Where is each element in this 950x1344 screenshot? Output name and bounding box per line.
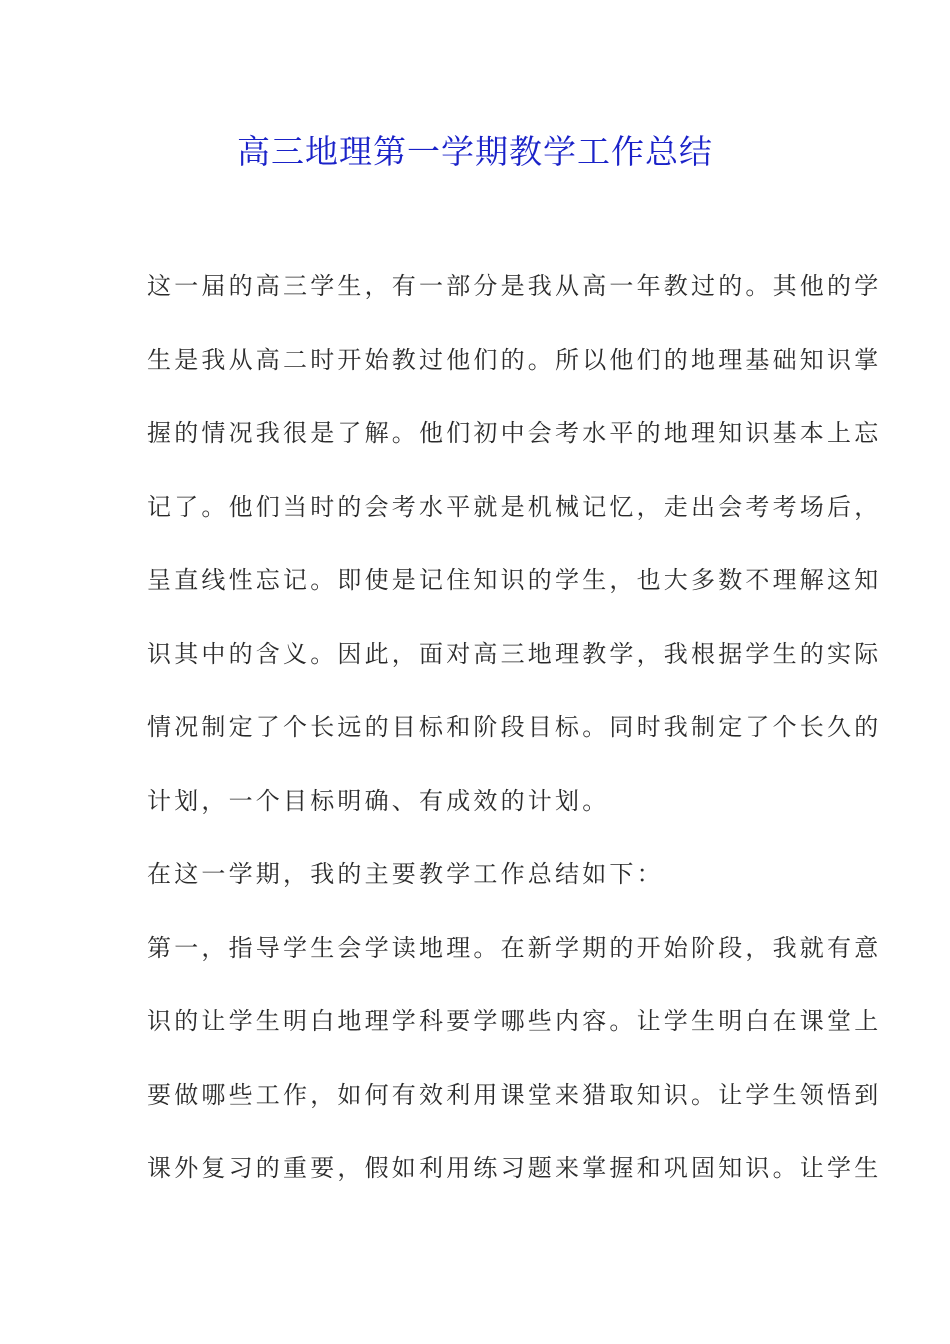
document-title: 高三地理第一学期教学工作总结 [237,132,713,171]
body-line: 识的让学生明白地理学科要学哪些内容。让学生明白在课堂上 [147,1007,882,1035]
body-line: 要做哪些工作，如何有效利用课堂来猎取知识。让学生领悟到 [147,1080,882,1109]
body-line: 这一届的高三学生，有一部分是我从高一年教过的。其他的学 [147,272,882,300]
body-line: 课外复习的重要，假如利用练习题来掌握和巩固知识。让学生 [147,1154,882,1182]
body-line: 在这一学期，我的主要教学工作总结如下： [147,860,664,888]
body-line: 第一，指导学生会学读地理。在新学期的开始阶段，我就有意 [147,933,882,962]
body-line: 计划，一个目标明确、有成效的计划。 [147,786,610,815]
body-line: 握的情况我很是了解。他们初中会考水平的地理知识基本上忘 [147,419,882,447]
document-body [147,262,882,1218]
body-line: 识其中的含义。因此，面对高三地理教学，我根据学生的实际 [147,639,882,668]
body-line: 记了。他们当时的会考水平就是机械记忆，走出会考考场后， [147,492,882,521]
body-line: 生是我从高二时开始教过他们的。所以他们的地理基础知识掌 [147,345,882,374]
body-line: 呈直线性忘记。即使是记住知识的学生，也大多数不理解这知 [147,566,882,594]
body-line: 情况制定了个长远的目标和阶段目标。同时我制定了个长久的 [147,713,882,741]
